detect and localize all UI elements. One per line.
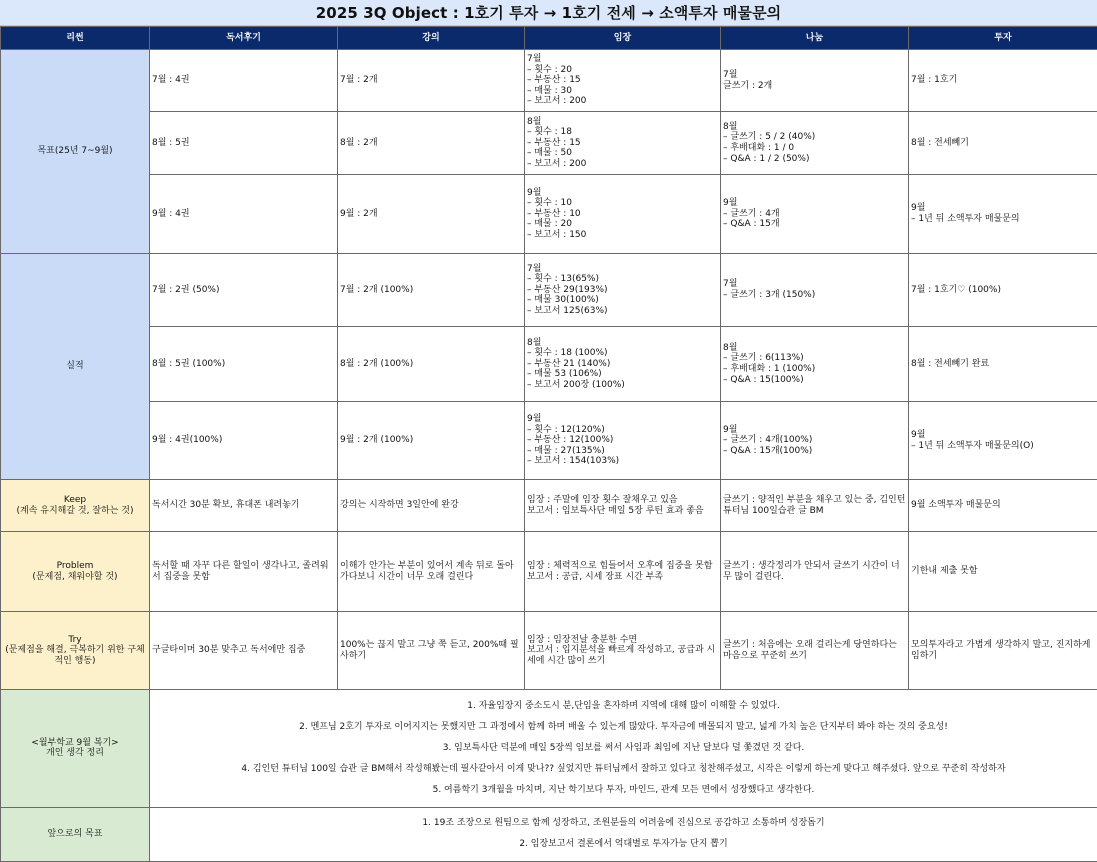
table-cell: 글쓰기 : 생각정리가 안되서 글쓰기 시간이 너무 많이 걸린다.	[721, 532, 909, 612]
table-cell: 9월 – 1년 뒤 소액투자 매물문의	[909, 175, 1097, 254]
table-cell: 7월 : 4권	[150, 50, 338, 112]
table-cell: 8월 : 5권	[150, 112, 338, 175]
table-cell: 임장 : 체력적으로 힘들어서 오후에 집중을 못함 보고서 : 공급, 시세 장표 시간 부족	[525, 532, 721, 612]
review-line: 5. 여름학기 3개월을 마치며, 지난 학기보다 투자, 마인드, 관계 모든 면에서 성장했다고 생각한다.	[152, 785, 1095, 796]
table-cell: 9월 : 4권(100%)	[150, 402, 338, 480]
table-cell: 8월 – 글쓰기 : 5 / 2 (40%) – 후배대화 : 1 / 0 – Q&A : 1 / 2 (50%)	[721, 112, 909, 175]
table-cell: 7월 : 2권 (50%)	[150, 254, 338, 327]
header-row	[1, 27, 1097, 50]
goal-row	[1, 175, 1097, 254]
col-header: 나눔	[721, 27, 909, 50]
table-cell: 글쓰기 : 처음에는 오래 걸리는게 당연하다는 마음으로 꾸준히 쓰기	[721, 612, 909, 690]
table-cell: 9월 소액투자 매물문의	[909, 480, 1097, 532]
result-row	[1, 402, 1097, 480]
table-cell: 9월 – 횟수 : 10 – 부동산 : 10 – 매물 : 20 – 보고서 : 150	[525, 175, 721, 254]
future-label: 앞으로의 목표	[1, 807, 150, 861]
table-cell: 임장 : 임장전날 충분한 수면 보고서 : 입지분석을 빠르게 작성하고, 공급과 시세에 시간 많이 쓰기	[525, 612, 721, 690]
table-cell: 9월 – 횟수 : 12(120%) – 부동산 : 12(100%) – 매물 : 27(135%) – 보고서 : 154(103%)	[525, 402, 721, 480]
table-cell: 7월 : 2개	[338, 50, 525, 112]
table-cell: 8월 : 5권 (100%)	[150, 327, 338, 402]
table-cell: 구글타이머 30분 맞추고 독서에만 집중	[150, 612, 338, 690]
table-cell: 기한내 제출 못함	[909, 532, 1097, 612]
future-content	[150, 807, 1097, 861]
future-line: 1. 19조 조장으로 원팀으로 함께 성장하고, 조원분들의 어려움에 진심으로 공감하고 소통하며 성장돕기	[152, 818, 1095, 829]
table-cell: 7월 글쓰기 : 2개	[721, 50, 909, 112]
table-cell: 9월 : 2개	[338, 175, 525, 254]
try-label: Try (문제점을 해결, 극복하기 위한 구체적인 행동)	[1, 612, 150, 690]
future-line: 2. 임장보고서 결론에서 억대별로 투자가능 단지 뽑기	[152, 839, 1095, 850]
goal-label: 목표(25년 7~9월)	[1, 50, 150, 254]
keep-label: Keep (계속 유지해갈 것, 잘하는 것)	[1, 480, 150, 532]
problem-label: Problem (문제점, 채워야할 것)	[1, 532, 150, 612]
future-row	[1, 807, 1097, 861]
table-cell: 8월 – 횟수 : 18 – 부동산 : 15 – 매물 : 50 – 보고서 : 200	[525, 112, 721, 175]
col-header: 임장	[525, 27, 721, 50]
table-cell: 7월 – 횟수 : 20 – 부동산 : 15 – 매물 : 30 – 보고서 : 200	[525, 50, 721, 112]
table-cell: 이해가 안가는 부분이 있어서 계속 뒤로 돌아가다보니 시간이 너무 오래 걸린다	[338, 532, 525, 612]
table-cell: 9월 : 4권	[150, 175, 338, 254]
page-title: 2025 3Q Object : 1호기 투자 → 1호기 전세 → 소액투자 매물문의	[0, 0, 1097, 26]
table-cell: 100%는 끊지 말고 그냥 쭉 듣고, 200%때 필사하기	[338, 612, 525, 690]
col-header: 강의	[338, 27, 525, 50]
goal-row	[1, 112, 1097, 175]
table-cell: 9월 – 글쓰기 : 4개 – Q&A : 15개	[721, 175, 909, 254]
review-line: 4. 김인턴 튜터님 100일 습관 글 BM해서 작성해봤는데 필사같아서 이게 맞나?? 싶었지만 튜터님께서 잘하고 있다고 칭찬해주셨고, 시작은 이렇게 하는게 맞다고 해주셨다. 앞으로 꾸준히 작성하자	[152, 764, 1095, 775]
table-cell: 8월 : 2개 (100%)	[338, 327, 525, 402]
table-cell: 8월 : 전세빼기	[909, 112, 1097, 175]
review-line: 3. 임보특사단 덕분에 매일 5장씩 임보를 써서 사임과 최임에 지난 달보다 덜 쫓겼던 것 같다.	[152, 743, 1095, 754]
objective-table	[0, 26, 1097, 862]
try-row	[1, 612, 1097, 690]
goal-row	[1, 50, 1097, 112]
review-label: <월부학교 9월 복기> 개인 생각 정리	[1, 690, 150, 808]
table-cell: 강의는 시작하면 3일안에 완강	[338, 480, 525, 532]
table-cell: 9월 – 글쓰기 : 4개(100%) – Q&A : 15개(100%)	[721, 402, 909, 480]
table-cell: 9월 – 1년 뒤 소액투자 매물문의(O)	[909, 402, 1097, 480]
table-cell: 8월 – 글쓰기 : 6(113%) – 후배대화 : 1 (100%) – Q&A : 15(100%)	[721, 327, 909, 402]
review-content	[150, 690, 1097, 808]
col-header: 투자	[909, 27, 1097, 50]
table-cell: 7월 : 1호기	[909, 50, 1097, 112]
table-cell: 독서할 때 자꾸 다른 할일이 생각나고, 졸려워서 집중을 못함	[150, 532, 338, 612]
table-cell: 8월 – 횟수 : 18 (100%) – 부동산 21 (140%) – 매물 53 (106%) – 보고서 200장 (100%)	[525, 327, 721, 402]
table-cell: 8월 : 2개	[338, 112, 525, 175]
table-cell: 7월 – 횟수 : 13(65%) – 부동산 29(193%) – 매물 30(100%) – 보고서 125(63%)	[525, 254, 721, 327]
col-header: 독서후기	[150, 27, 338, 50]
table-cell: 모의투자라고 가볍게 생각하지 말고, 진지하게 임하기	[909, 612, 1097, 690]
problem-row	[1, 532, 1097, 612]
table-cell: 7월 : 2개 (100%)	[338, 254, 525, 327]
table-cell: 7월 – 글쓰기 : 3개 (150%)	[721, 254, 909, 327]
col-header: 리썬	[1, 27, 150, 50]
table-cell: 임장 : 주말에 임장 횟수 잘채우고 있음 보고서 : 임보특사단 매일 5장 루틴 효과 좋음	[525, 480, 721, 532]
review-line: 1. 자율임장지 중소도시 분,단임을 혼자하며 지역에 대해 많이 이해할 수 있었다.	[152, 701, 1095, 712]
table-cell: 글쓰기 : 양적인 부분을 채우고 있는 중, 김인턴 튜터님 100일습관 글 BM	[721, 480, 909, 532]
table-cell: 8월 : 전세빼기 완료	[909, 327, 1097, 402]
review-line: 2. 멘프님 2호기 투자로 이어지지는 못했지만 그 과정에서 함께 하며 배울 수 있는게 많았다. 투자금에 매몰되지 말고, 넓게 가치 높은 단지부터 봐야 하는 것의 중요성!	[152, 722, 1095, 733]
keep-row	[1, 480, 1097, 532]
table-cell: 9월 : 2개 (100%)	[338, 402, 525, 480]
result-row	[1, 327, 1097, 402]
result-label: 실적	[1, 254, 150, 480]
result-row	[1, 254, 1097, 327]
review-row	[1, 690, 1097, 808]
table-cell: 독서시간 30분 확보, 휴대폰 내려놓기	[150, 480, 338, 532]
table-cell: 7월 : 1호기♡ (100%)	[909, 254, 1097, 327]
